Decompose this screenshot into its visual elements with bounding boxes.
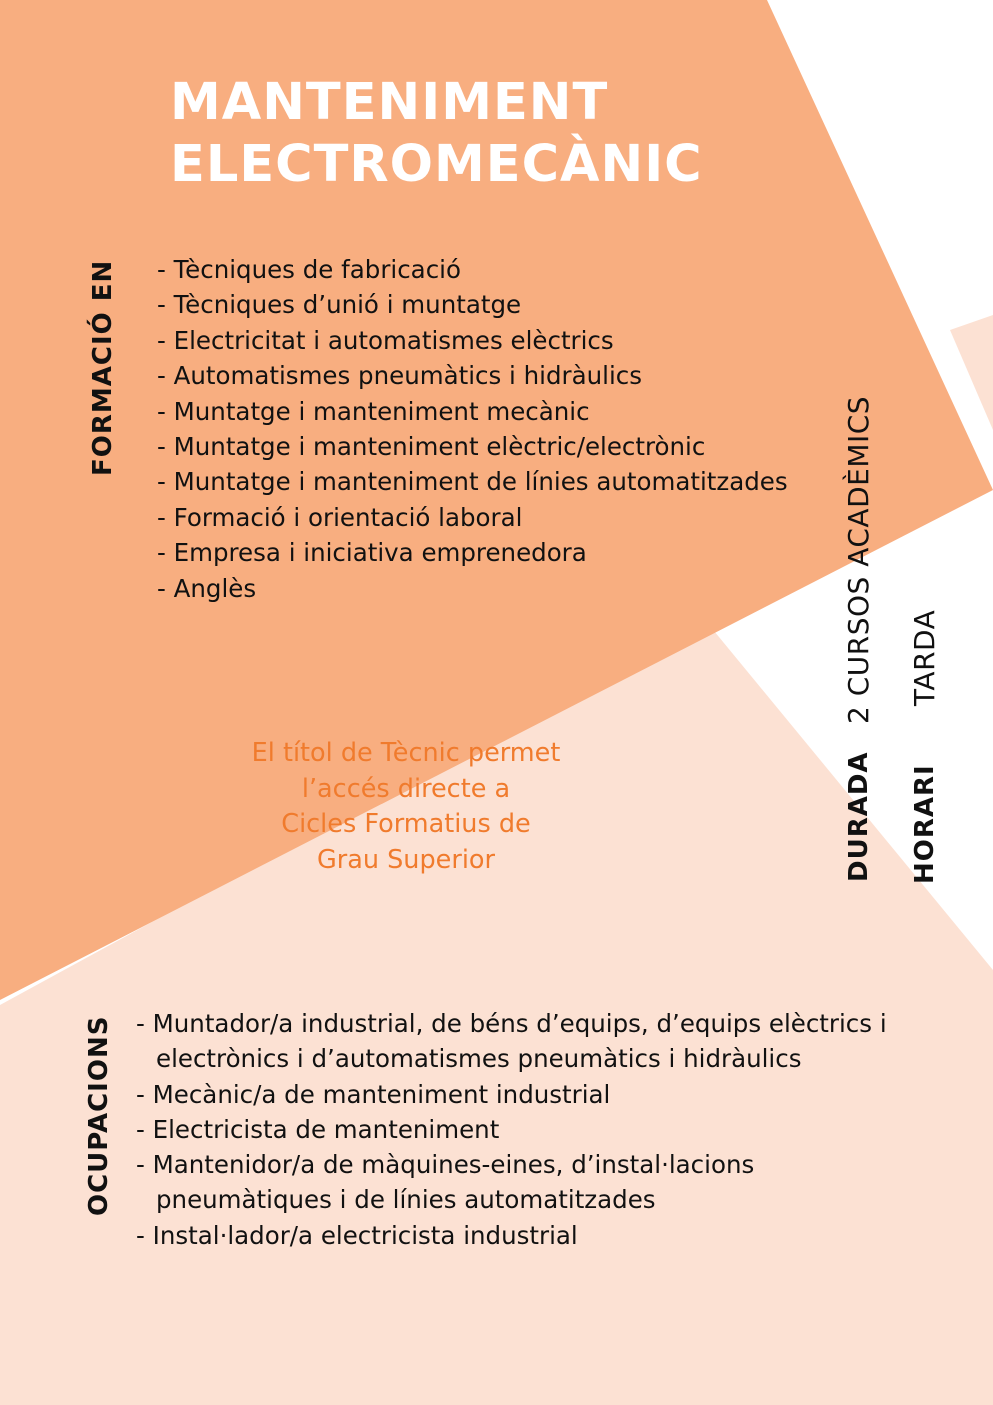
note-line: Cicles Formatius de [281,809,531,839]
list-item: - Electricista de manteniment [136,1114,500,1144]
list-item: - Muntatge i manteniment mecànic [157,396,590,426]
list-item: - Anglès [157,573,257,603]
list-item: - Instal·lador/a electricista industrial [136,1220,578,1250]
list-item: - Tècniques de fabricació [157,255,461,284]
list-item: - Electricitat i automatismes elèctrics [157,325,614,355]
durada-value: 2 CURSOS ACADÈMICS [842,395,875,724]
list-item: - Muntatge i manteniment de línies automatitzades [157,467,788,497]
ocupacions-label: OCUPACIONS [84,1015,114,1216]
note-line: El títol de Tècnic permet [251,738,561,768]
horari-label: HORARI [910,764,940,884]
title-line-2: ELECTROMECÀNIC [170,135,703,194]
title-line-1: MANTENIMENT [170,73,609,132]
access-note [180,736,632,878]
list-item-continuation: pneumàtiques i de línies automatitzades [156,1185,656,1215]
ocupacions-list [136,1006,887,1253]
list-item-continuation: electrònics i d’automatismes pneumàtics i hidràulics [156,1044,802,1074]
list-item: - Tècniques d’unió i muntatge [157,290,522,320]
note-line: Grau Superior [316,844,495,875]
page-title [170,72,703,196]
durada-label: DURADA [844,751,874,882]
list-item: - Automatismes pneumàtics i hidràulics [157,361,642,391]
formacio-list [157,252,788,606]
list-item: - Empresa i iniciativa emprenedora [157,538,587,568]
list-item: - Muntador/a industrial, de béns d’equips, d’equips elèctrics i [136,1009,887,1038]
horari-value: TARDA [908,609,941,706]
note-line: l’accés directe a [301,773,511,804]
list-item: - Mecànic/a de manteniment industrial [136,1079,611,1109]
list-item: - Mantenidor/a de màquines-eines, d’instal·lacions [136,1150,755,1180]
formacio-label: FORMACIÓ EN [88,259,118,476]
list-item: - Formació i orientació laboral [157,502,523,532]
list-item: - Muntatge i manteniment elèctric/electrònic [157,432,706,462]
